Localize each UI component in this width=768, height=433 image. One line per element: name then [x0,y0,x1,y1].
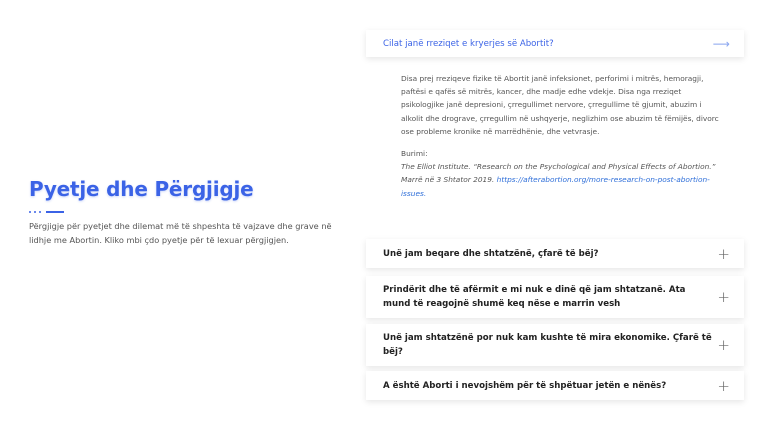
faq-item-risks[interactable] [366,30,744,57]
faq-question[interactable]: Unë jam beqare dhe shtatzënë, çfarë të bëj? [383,248,599,259]
plus-icon[interactable]: + [717,288,730,306]
source-text: The Elliot Institute. “Research on the Psychological and Physical Effects of Abortion.” Marrë në 3 Shtator 2019. [401,162,716,185]
faq-item[interactable] [366,371,744,400]
plus-icon[interactable]: + [717,336,730,354]
source-citation [401,160,721,200]
plus-icon[interactable]: + [717,376,730,395]
faq-item[interactable] [366,324,744,366]
faq-question[interactable]: Unë jam shtatzënë por nuk kam kushte të mira ekonomike. Çfarë të bëj? [383,333,712,357]
faq-question[interactable]: Cilat janë rreziqet e kryerjes së Abortit? [383,38,554,49]
faq-question[interactable]: Prindërit dhe të afërmit e mi nuk e dinë që jam shtatzanë. Ata mund të reagojnë shumë keq nëse e marrin vesh [383,285,686,309]
faq-item[interactable] [366,239,744,268]
source-link[interactable]: https://afterabortion.org/more-research-on-post-abortion-issues. [401,175,710,198]
answer-text: Disa prej rreziqeve fizike të Abortit janë infeksionet, perforimi i mitrës, hemoragji, paftësi e qafës së mitrës, kancer, dhe madje edhe vdekje. Disa nga rreziqet psikologjike janë depresioni, çrregullimet nervore, çrregullime të gjumit, abuzim i alkolit dhe drograve, çrregullim në ushqyerje, neglizhim ose abuzim të fëmijës, divorc ose probleme kronike në marrëdhënie, dhe vetvrasje. [401,74,719,136]
plus-icon[interactable]: + [717,244,730,263]
faq-question[interactable]: A është Aborti i nevojshëm për të shpëtuar jetën e nënës? [383,380,667,391]
arrow-right-icon[interactable]: ⟶ [712,36,730,51]
intro-section [29,176,347,247]
faq-answer [401,72,721,200]
page-title: Pyetje dhe Përgjigje [29,177,254,201]
title-divider [29,210,347,213]
faq-item[interactable] [366,276,744,318]
source-label: Burimi: [401,149,428,159]
intro-text: Përgjigje për pyetjet dhe dilemat më të shpeshta të vajzave dhe grave në lidhje me Abortin. Kliko mbi çdo pyetje për të lexuar përgjigjen. [29,221,332,245]
